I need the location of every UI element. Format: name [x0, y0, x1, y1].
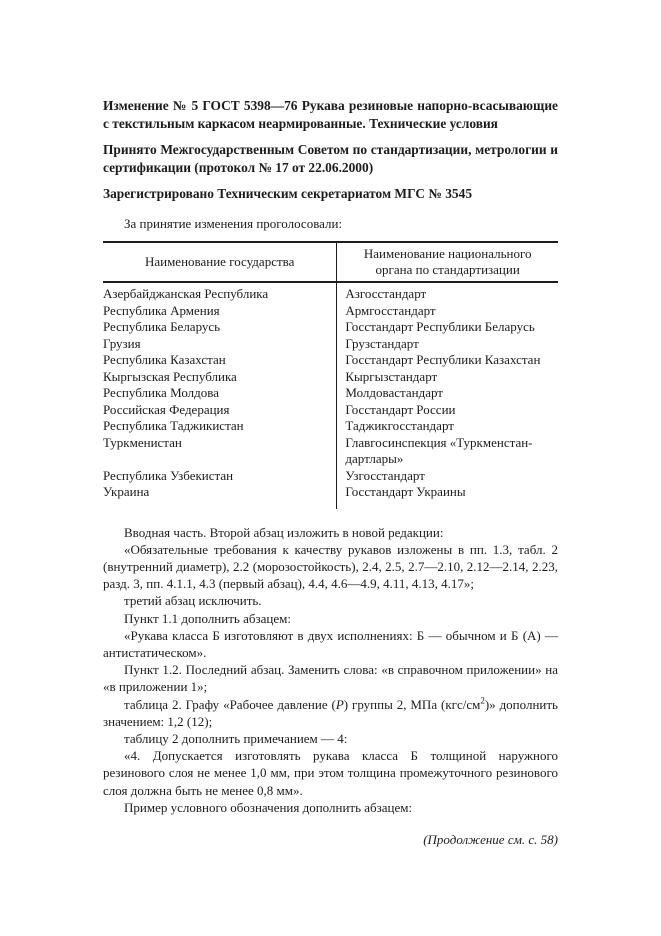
amendment-paragraph-6: Пункт 1.2. Последний абзац. Заменить слова: «в справочном приложении» на «в приложении 1»; [103, 662, 558, 695]
agency-cell: Госстандарт Украины [345, 484, 466, 499]
vote-table [103, 241, 558, 509]
country-cell: Украина [103, 484, 337, 509]
table-row [103, 282, 558, 303]
amendment-paragraph-5: «Рукава класса Б изготовляют в двух исполнениях: Б — обычном и Б (А) — антистатическом». [103, 627, 558, 660]
country-cell: Республика Молдова [103, 385, 337, 402]
country-cell: Туркменистан [103, 435, 337, 468]
vote-intro: За принятие изменения проголосовали: [124, 216, 343, 231]
country-cell: Азербайджанская Республика [103, 282, 337, 303]
table-row [103, 385, 558, 402]
amendment-text [103, 524, 558, 816]
table-row [103, 319, 558, 336]
text-segment: таблица 2. Графу «Рабочее давление ( [124, 696, 336, 712]
agency-cell: Госстандарт Республики Казахстан [345, 352, 541, 367]
document-title: Изменение № 5 ГОСТ 5398—76 Рукава резиновые напорно-всасывающие с текстильным каркасом неармированные. Технические условия [103, 98, 558, 131]
amendment-paragraph-10: Пример условного обозначения дополнить абзацем: [124, 799, 413, 815]
country-cell: Республика Таджикистан [103, 418, 337, 435]
table-row [103, 435, 558, 468]
table-row [103, 369, 558, 386]
acceptance-note: Принято Межгосударственным Советом по стандартизации, метрологии и сертификации (протокол № 17 от 22.06.2000) [103, 142, 558, 175]
table-row [103, 484, 558, 509]
table-row [103, 336, 558, 353]
agency-cell: Узгосстандарт [345, 467, 425, 483]
country-cell: Грузия [103, 336, 337, 353]
amendment-paragraph-3: третий абзац исключить. [124, 593, 262, 609]
vote-table-body [103, 282, 558, 509]
amendment-paragraph-2: «Обязательные требования к качеству рукавов изложены в пп. 1.3, табл. 2 (внутренний диаметр), 2.2 (морозостойкость), 2.4, 2.5, 2.7—2.10, 2.12—2.14, 2.23, разд. 3, пп. 4.1.1, 4.3 (первый абзац), 4.4, 4.6—4.9, 4.11, 4.13, 4.17»; [103, 541, 558, 592]
superscript-2: 2 [480, 695, 485, 706]
agency-cell: Молдовастандарт [345, 385, 443, 400]
agency-cell: Таджикгосстандарт [345, 418, 454, 433]
table-row [103, 468, 558, 485]
country-cell: Республика Казахстан [103, 352, 337, 369]
document-header [103, 97, 558, 203]
country-cell: Республика Армения [103, 303, 337, 320]
country-cell: Кыргызская Республика [103, 369, 337, 386]
text-segment: )» дополнить значением: 1,2 (12); [103, 696, 558, 729]
agency-cell: Госстандарт России [345, 401, 456, 417]
column-header-country: Наименование государства [103, 242, 337, 282]
agency-cell: Главгосинспекция «Туркменстан-дартлары» [345, 434, 533, 466]
table-row [103, 303, 558, 320]
agency-cell: Грузстандарт [345, 335, 419, 351]
vote-table-header [103, 242, 558, 282]
country-cell: Республика Узбекистан [103, 468, 337, 485]
continuation-note: (Продолжение см. с. 58) [423, 831, 558, 847]
amendment-paragraph-4: Пункт 1.1 дополнить абзацем: [124, 610, 291, 626]
table-row [103, 402, 558, 419]
agency-cell: Азгосстандарт [345, 286, 427, 301]
registration-note: Зарегистрировано Техническим секретариатом МГС № 3545 [103, 186, 473, 201]
country-cell: Российская Федерация [103, 402, 337, 419]
agency-cell: Армгосстандарт [345, 302, 436, 318]
amendment-paragraph-8: таблицу 2 дополнить примечанием — 4: [124, 730, 348, 746]
text-segment: ) группы 2, МПа (кгс/см [343, 696, 481, 712]
amendment-paragraph-1: Вводная часть. Второй абзац изложить в новой редакции: [124, 524, 444, 540]
country-cell: Республика Беларусь [103, 319, 337, 336]
table-row [103, 418, 558, 435]
agency-cell: Госстандарт Республики Беларусь [345, 319, 535, 334]
agency-cell: Кыргызстандарт [345, 368, 438, 384]
column-header-agency: Наименование национального органа по стандартизации [337, 242, 558, 282]
pressure-symbol-italic: Р [335, 696, 344, 712]
amendment-paragraph-9: «4. Допускается изготовлять рукава класса Б толщиной наружного резинового слоя не менее 1,0 мм, при этом толщина промежуточного резинового слоя должна быть не менее 0,8 мм». [103, 748, 558, 798]
header-row [103, 242, 558, 282]
amendment-paragraph-7 [103, 696, 558, 730]
table-row [103, 352, 558, 369]
